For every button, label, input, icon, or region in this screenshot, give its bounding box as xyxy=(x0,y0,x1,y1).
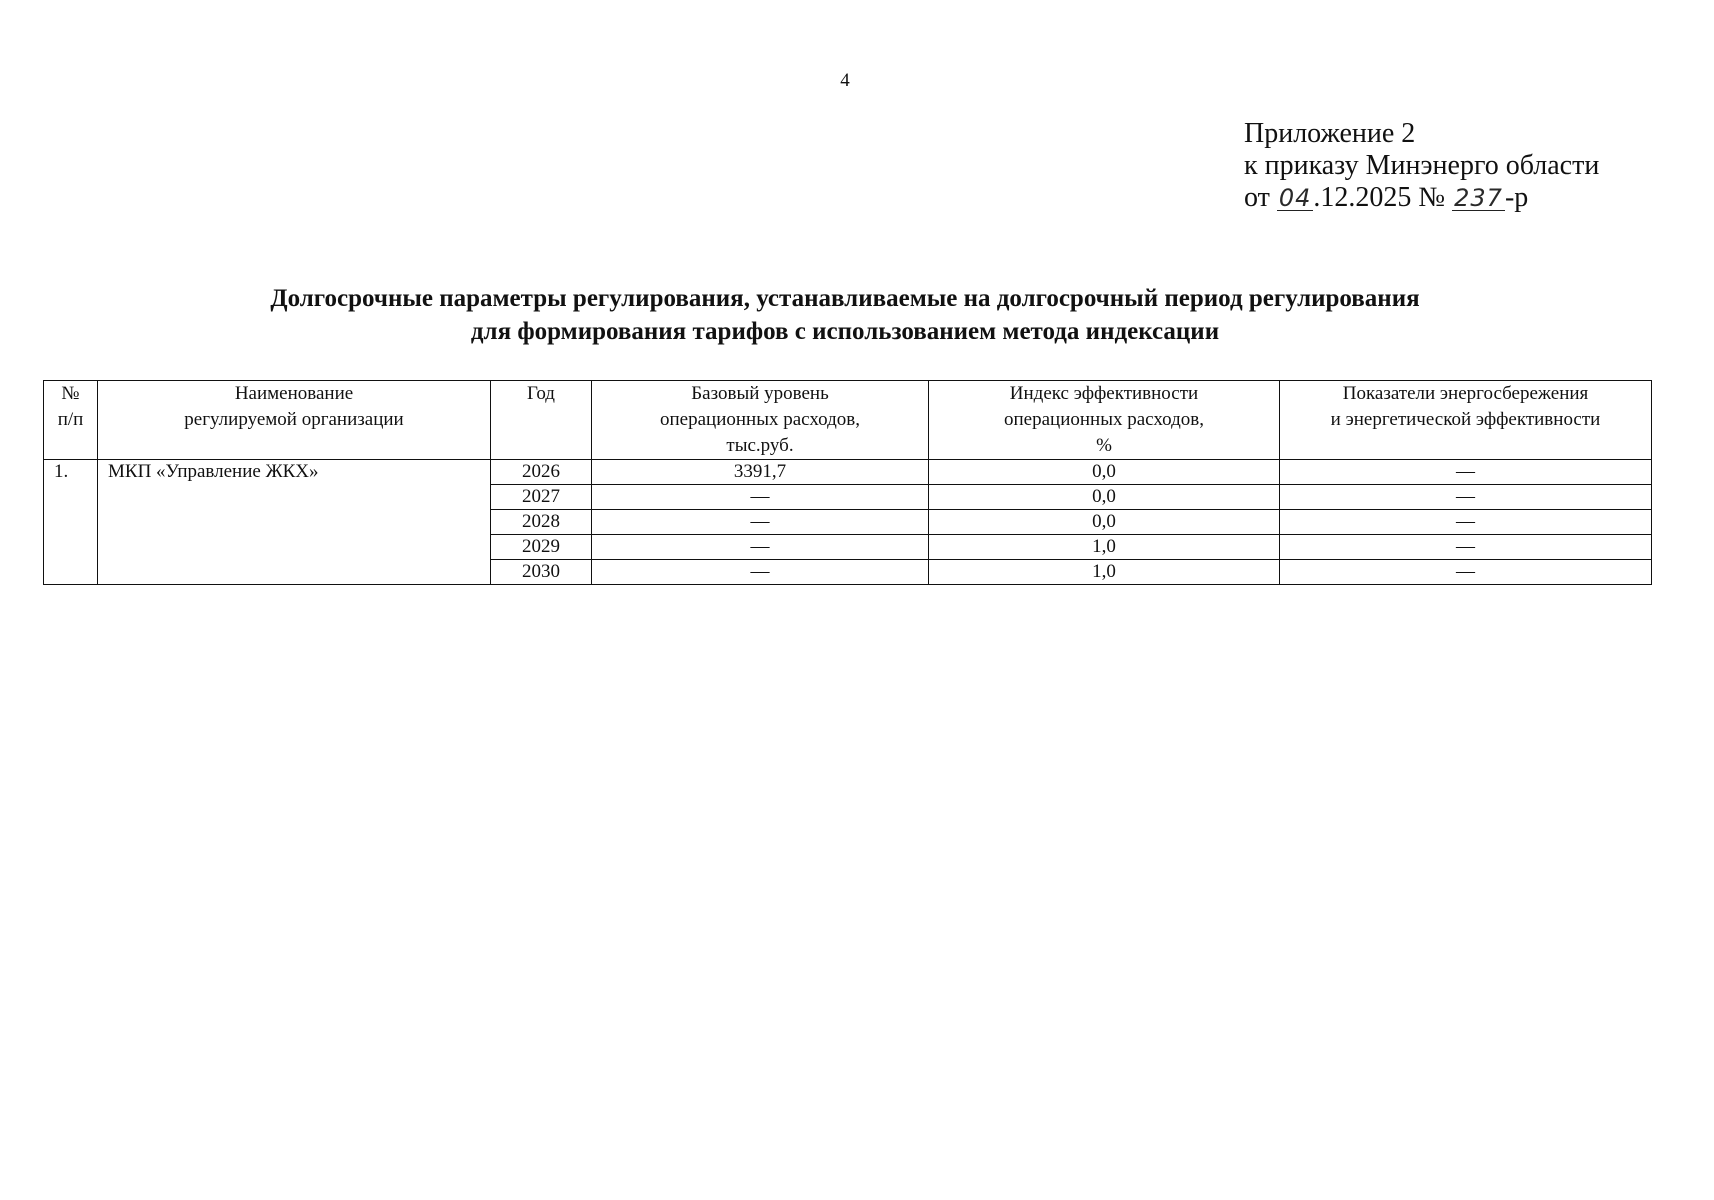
title-line-2: для формирования тарифов с использованием метода индексации xyxy=(470,318,1220,345)
row-number: 1. xyxy=(44,460,98,585)
cell-base-level: — xyxy=(592,510,929,535)
header-year xyxy=(491,381,592,460)
header-line: Базовый уровень xyxy=(691,383,829,404)
table-row xyxy=(44,460,1652,485)
table-header-row xyxy=(44,381,1652,460)
header-line: тыс.руб. xyxy=(726,435,794,456)
cell-efficiency-index: 1,0 xyxy=(929,560,1280,585)
header-line: операционных расходов, xyxy=(660,409,860,430)
cell-base-level: 3391,7 xyxy=(592,460,929,485)
cell-base-level: — xyxy=(592,485,929,510)
cell-energy-saving: — xyxy=(1280,510,1652,535)
header-line: Индекс эффективности xyxy=(1009,383,1199,404)
cell-efficiency-index: 0,0 xyxy=(929,460,1280,485)
cell-base-level: — xyxy=(592,560,929,585)
cell-efficiency-index: 0,0 xyxy=(929,485,1280,510)
cell-year: 2030 xyxy=(491,560,592,585)
appendix-reference: к приказу Минэнерго области xyxy=(1244,150,1600,181)
appendix-date-line xyxy=(1244,182,1599,214)
header-line: № xyxy=(61,383,80,404)
title-line-1: Долгосрочные параметры регулирования, устанавливаемые на долгосрочный период регулирования xyxy=(270,285,1420,312)
header-line: операционных расходов, xyxy=(1004,409,1204,430)
header-num xyxy=(44,381,98,460)
cell-energy-saving: — xyxy=(1280,560,1652,585)
handwritten-order-number: 237 xyxy=(1454,184,1503,212)
parameters-table xyxy=(43,380,1652,585)
cell-base-level: — xyxy=(592,535,929,560)
organization-name: МКП «Управление ЖКХ» xyxy=(98,460,491,585)
cell-energy-saving: — xyxy=(1280,460,1652,485)
header-efficiency-index xyxy=(929,381,1280,460)
header-line: п/п xyxy=(57,409,84,430)
header-org xyxy=(98,381,491,460)
header-line: % xyxy=(1096,435,1112,456)
header-line: Показатели энергосбережения xyxy=(1342,383,1589,404)
date-prefix: от xyxy=(1244,182,1270,213)
appendix-title: Приложение 2 xyxy=(1244,118,1416,149)
cell-efficiency-index: 0,0 xyxy=(929,510,1280,535)
cell-efficiency-index: 1,0 xyxy=(929,535,1280,560)
cell-energy-saving: — xyxy=(1280,485,1652,510)
handwritten-day: 04 xyxy=(1278,184,1312,212)
date-rest: .12.2025 № xyxy=(1313,182,1446,213)
cell-year: 2026 xyxy=(491,460,592,485)
header-line: Год xyxy=(527,383,555,404)
page-number: 4 xyxy=(840,70,850,91)
document-title xyxy=(0,282,1690,348)
header-line: Наименование xyxy=(234,383,354,404)
cell-year: 2028 xyxy=(491,510,592,535)
cell-year: 2029 xyxy=(491,535,592,560)
cell-year: 2027 xyxy=(491,485,592,510)
header-energy-saving xyxy=(1280,381,1652,460)
header-base-level xyxy=(592,381,929,460)
appendix-block xyxy=(1244,118,1599,214)
cell-energy-saving: — xyxy=(1280,535,1652,560)
header-line: и энергетической эффективности xyxy=(1330,409,1601,430)
header-line: регулируемой организации xyxy=(184,409,404,430)
order-suffix: -р xyxy=(1504,182,1529,213)
